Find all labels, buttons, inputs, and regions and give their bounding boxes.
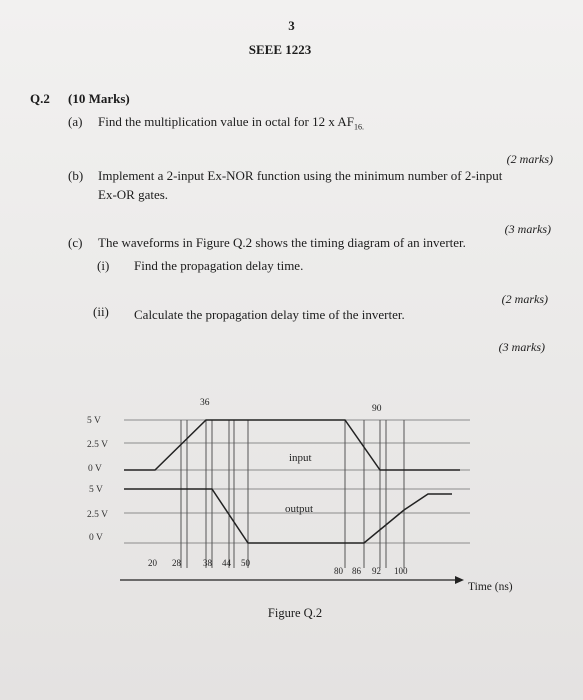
- top-label-36: 36: [200, 398, 210, 408]
- part-b-label: (b): [68, 168, 84, 183]
- page-number: 3: [288, 18, 295, 33]
- question-number: Q.2: [30, 91, 50, 106]
- input-label: input: [289, 452, 312, 464]
- part-c-ii-label: (ii): [93, 304, 109, 319]
- y-label-input-0v: 0 V: [88, 464, 102, 474]
- y-label-input-5v: 5 V: [87, 416, 101, 426]
- x-tick-50: 50: [241, 558, 250, 568]
- figure-caption: Figure Q.2: [267, 606, 323, 620]
- part-c-ii-marks: (3 marks): [498, 340, 545, 354]
- part-a-question: Find the multiplication value in octal for 12 x AF: [98, 114, 354, 129]
- top-label-90: 90: [372, 404, 382, 414]
- x-tick-44: 44: [222, 558, 231, 568]
- x-tick-92: 92: [372, 566, 381, 576]
- part-b-marks: (3 marks): [504, 222, 551, 236]
- x-tick-28: 28: [172, 558, 181, 568]
- part-a-subscript: 16.: [354, 122, 364, 132]
- x-tick-100: 100: [394, 566, 408, 576]
- y-label-output-0v: 0 V: [89, 533, 103, 543]
- x-tick-80: 80: [334, 566, 343, 576]
- part-c-label: (c): [68, 235, 83, 250]
- x-tick-86: 86: [352, 566, 361, 576]
- y-label-output-2.5v: 2.5 V: [87, 510, 108, 520]
- course-code: SEEE 1223: [248, 42, 312, 57]
- part-b-text-line1: Implement a 2-input Ex-NOR function using the minimum number of 2-input: [98, 168, 503, 183]
- part-a-marks: (2 marks): [506, 152, 553, 166]
- part-c-i-marks: (2 marks): [501, 292, 548, 306]
- x-tick-38: 38: [203, 558, 212, 568]
- part-c-i-label: (i): [97, 258, 110, 273]
- part-c-i-text: Find the propagation delay time.: [134, 258, 304, 273]
- y-label-output-5v: 5 V: [89, 485, 103, 495]
- time-axis-arrow-icon: [455, 576, 464, 584]
- time-axis-label: Time (ns): [468, 581, 513, 593]
- output-label: output: [285, 503, 314, 515]
- y-labels: [87, 416, 108, 543]
- reference-lines: [124, 420, 470, 543]
- part-c-ii-text: Calculate the propagation delay time of the inverter.: [134, 307, 405, 322]
- output-waveform: [124, 489, 452, 543]
- question-total-marks: (10 Marks): [68, 91, 130, 106]
- part-a-label: (a): [68, 114, 83, 129]
- part-c-text: The waveforms in Figure Q.2 shows the timing diagram of an inverter.: [98, 235, 466, 250]
- part-b-text-line2: Ex-OR gates.: [98, 187, 169, 202]
- x-tick-20: 20: [148, 558, 157, 568]
- y-label-input-2.5v: 2.5 V: [87, 440, 108, 450]
